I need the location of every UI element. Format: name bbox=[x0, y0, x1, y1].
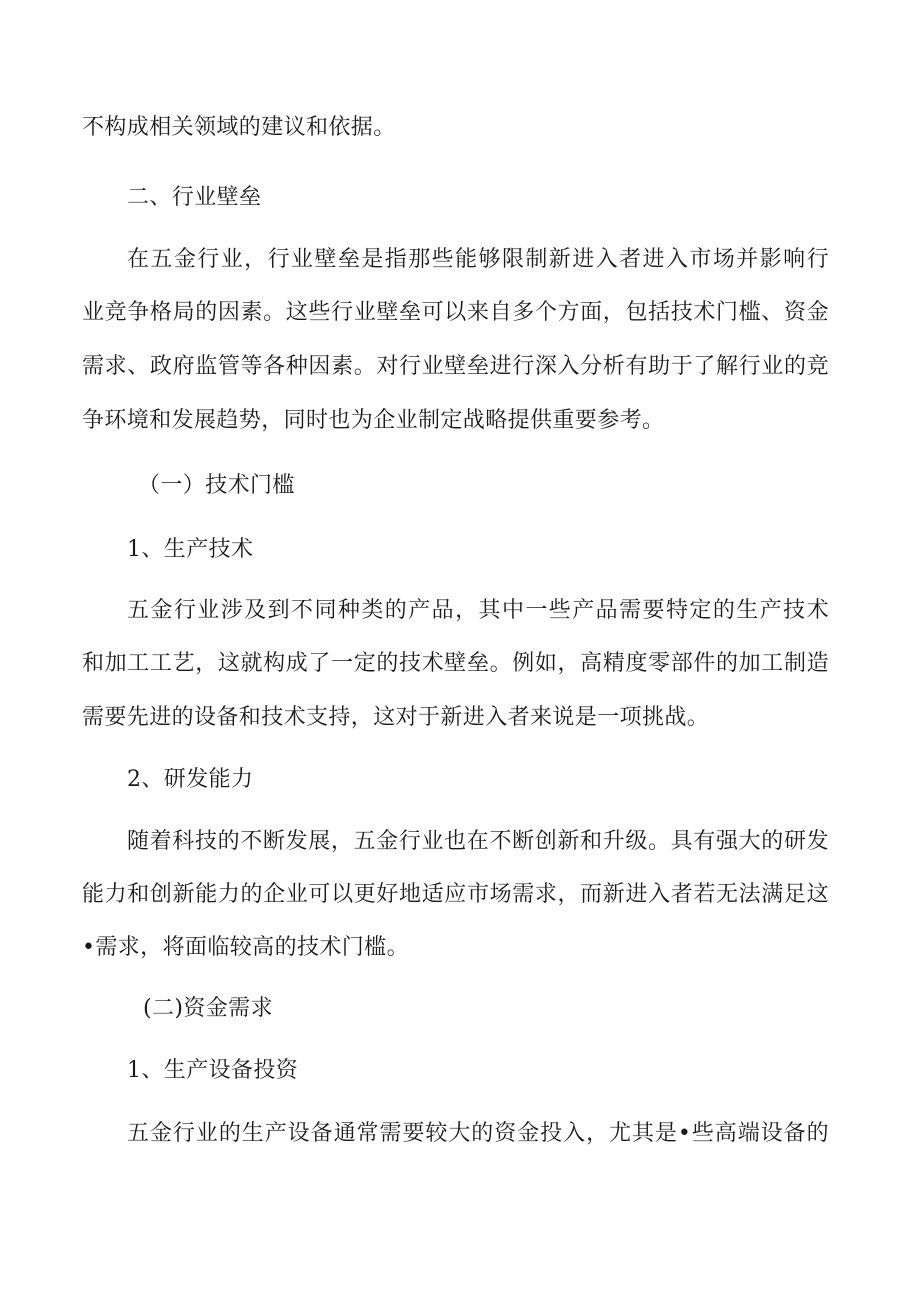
paragraph-line: 和加工工艺，这就构成了一定的技术壁垒。例如，高精度零部件的加工制造 bbox=[82, 651, 829, 676]
paragraph-line: 在五金行业，行业壁垒是指那些能够限制新进入者进入市场并影响行 bbox=[127, 247, 829, 272]
paragraph-line: 不构成相关领域的建议和依据。 bbox=[82, 115, 396, 140]
paragraph-line: •需求，将面临较高的技术门槛。 bbox=[82, 935, 409, 960]
paragraph-line: 需要先进的设备和技术支持，这对于新进入者来说是一项挑战。 bbox=[82, 705, 710, 730]
item-heading: 1、生产设备投资 bbox=[127, 1058, 299, 1083]
paragraph-line: 五金行业的生产设备通常需要较大的资金投入，尤其是•些高端设备的 bbox=[127, 1121, 829, 1146]
subsection-heading: (二)资金需求 bbox=[143, 996, 273, 1021]
paragraph-line: 争环境和发展趋势，同时也为企业制定战略提供重要参考。 bbox=[82, 408, 665, 433]
item-heading: 2、研发能力 bbox=[127, 767, 254, 792]
paragraph-line: 业竞争格局的因素。这些行业壁垒可以来自多个方面，包括技术门槛、资金 bbox=[82, 300, 829, 325]
paragraph-line: 需求、政府监管等各种因素。对行业壁垒进行深入分析有助于了解行业的竞 bbox=[82, 354, 829, 379]
paragraph-line: 随着科技的不断发展，五金行业也在不断创新和升级。具有强大的研发 bbox=[127, 829, 829, 854]
subsection-heading: （一）技术门槛 bbox=[138, 473, 295, 498]
paragraph-line: 五金行业涉及到不同种类的产品，其中一些产品需要特定的生产技术 bbox=[127, 598, 829, 623]
section-heading: 二、行业壁垒 bbox=[127, 185, 262, 210]
item-heading: 1、生产技术 bbox=[127, 537, 254, 562]
paragraph-line: 能力和创新能力的企业可以更好地适应市场需求，而新进入者若无法满足这 bbox=[82, 882, 829, 907]
